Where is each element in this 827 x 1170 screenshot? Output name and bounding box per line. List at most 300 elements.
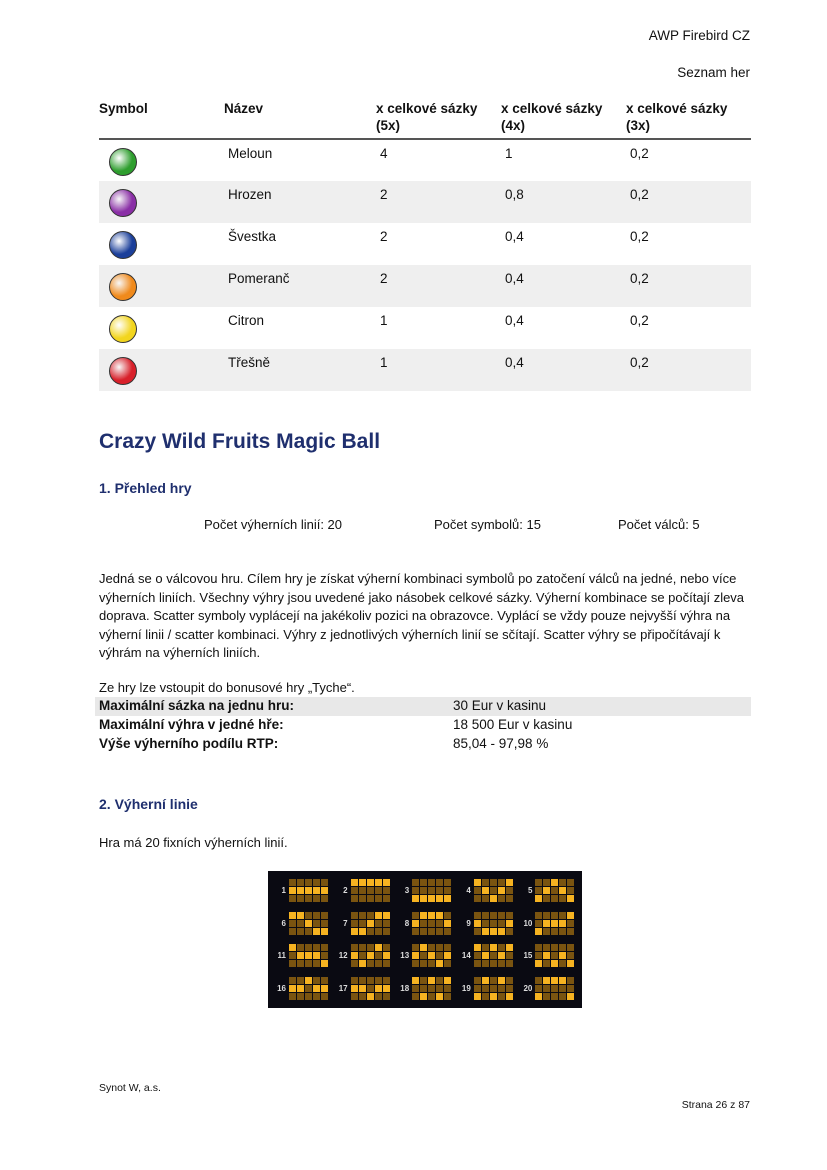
payline-cell xyxy=(321,920,328,927)
payline xyxy=(517,972,579,1005)
payout-5x: 2 xyxy=(376,265,501,307)
payline-cell xyxy=(543,928,550,935)
payline-cell xyxy=(321,985,328,992)
payline-cell xyxy=(351,977,358,984)
payout-5x: 2 xyxy=(380,229,388,244)
payline-grid xyxy=(474,944,513,967)
payline-cell xyxy=(289,895,296,902)
payline-cell xyxy=(289,912,296,919)
payline-cell xyxy=(428,952,435,959)
payline-cell xyxy=(412,887,419,894)
payline-cell xyxy=(428,928,435,935)
payline-cell xyxy=(498,895,505,902)
payline-cell xyxy=(498,977,505,984)
payline-cell xyxy=(498,985,505,992)
orange-icon xyxy=(109,273,137,301)
payline-number: 7 xyxy=(343,918,348,928)
paylines-text: Hra má 20 fixních výherních linií. xyxy=(99,835,288,850)
table-row xyxy=(99,307,751,349)
payline-cell xyxy=(498,887,505,894)
kv-max-win xyxy=(95,716,751,735)
payline-cell xyxy=(559,960,566,967)
payline-cell xyxy=(383,952,390,959)
payline-cell xyxy=(420,887,427,894)
doc-title: AWP Firebird CZ xyxy=(648,28,750,43)
payline-cell xyxy=(359,928,366,935)
payline-cell xyxy=(482,952,489,959)
kv-max-bet xyxy=(95,697,751,716)
payline-grid xyxy=(351,879,390,902)
payline-cell xyxy=(313,977,320,984)
payline-cell xyxy=(321,895,328,902)
payline-cell xyxy=(305,928,312,935)
payline-cell xyxy=(436,944,443,951)
payline-cell xyxy=(412,912,419,919)
payline-cell xyxy=(375,920,382,927)
payline-cell xyxy=(428,993,435,1000)
payout-3x: 0,2 xyxy=(626,265,751,307)
payline-cell xyxy=(383,920,390,927)
payline-cell xyxy=(420,912,427,919)
payline-cell xyxy=(297,928,304,935)
payline-cell xyxy=(375,952,382,959)
payline-cell xyxy=(351,985,358,992)
payline-cell xyxy=(420,928,427,935)
payline-cell xyxy=(297,887,304,894)
payline-cell xyxy=(490,928,497,935)
payline-grid xyxy=(351,912,390,935)
kv-value: 85,04 - 97,98 % xyxy=(453,736,549,751)
payline-cell xyxy=(444,912,451,919)
payline-cell xyxy=(551,952,558,959)
payline-cell xyxy=(420,985,427,992)
payline-grid xyxy=(535,879,574,902)
payline-cell xyxy=(383,985,390,992)
payline-number: 14 xyxy=(461,951,471,961)
payline-cell xyxy=(506,944,513,951)
payline-cell xyxy=(359,944,366,951)
plum-icon xyxy=(109,231,137,259)
payout-4x: 0,4 xyxy=(505,229,524,244)
payline-cell xyxy=(474,993,481,1000)
payline-cell xyxy=(367,985,374,992)
payline-cell xyxy=(567,928,574,935)
paylines-image xyxy=(268,871,582,1008)
payline-cell xyxy=(551,895,558,902)
payline-cell xyxy=(551,993,558,1000)
payline xyxy=(271,874,333,907)
payline-cell xyxy=(289,952,296,959)
payline-cell xyxy=(375,912,382,919)
payline-cell xyxy=(305,952,312,959)
payline-cell xyxy=(559,985,566,992)
payline-cell xyxy=(289,985,296,992)
payline-cell xyxy=(305,895,312,902)
payline-grid xyxy=(289,977,328,1000)
payline-cell xyxy=(506,887,513,894)
payline-cell xyxy=(474,977,481,984)
payline xyxy=(394,972,456,1005)
payline-cell xyxy=(490,912,497,919)
payline-cell xyxy=(313,920,320,927)
payline-grid xyxy=(412,879,451,902)
payline-cell xyxy=(428,944,435,951)
payline-cell xyxy=(482,993,489,1000)
payline-cell xyxy=(535,928,542,935)
payline-cell xyxy=(490,985,497,992)
payline-cell xyxy=(444,928,451,935)
payline-cell xyxy=(297,952,304,959)
payline-cell xyxy=(351,920,358,927)
payline-cell xyxy=(567,952,574,959)
payline-cell xyxy=(535,960,542,967)
payline-cell xyxy=(351,895,358,902)
payline-cell xyxy=(321,887,328,894)
payline-cell xyxy=(367,920,374,927)
payline-number: 1 xyxy=(281,885,286,895)
payline-cell xyxy=(474,960,481,967)
payline-cell xyxy=(367,993,374,1000)
payline-cell xyxy=(498,960,505,967)
payline-grid xyxy=(289,879,328,902)
payline-cell xyxy=(412,977,419,984)
payline-cell xyxy=(375,887,382,894)
payline-cell xyxy=(543,944,550,951)
payline-cell xyxy=(567,985,574,992)
payout-4x: 0,4 xyxy=(505,313,524,328)
payline-cell xyxy=(444,895,451,902)
payline-cell xyxy=(543,879,550,886)
payline-cell xyxy=(351,944,358,951)
col-header: Symbol xyxy=(99,100,224,139)
payline-cell xyxy=(559,944,566,951)
payline-cell xyxy=(436,977,443,984)
payline-cell xyxy=(367,887,374,894)
payline-cell xyxy=(313,993,320,1000)
payline-cell xyxy=(359,895,366,902)
payline-cell xyxy=(321,944,328,951)
payline-cell xyxy=(551,912,558,919)
payline-cell xyxy=(482,920,489,927)
lemon-icon xyxy=(109,315,137,343)
kv-key: Maximální sázka na jednu hru: xyxy=(99,698,295,713)
payline-cell xyxy=(420,993,427,1000)
col-header: x celkové sázky (5x) xyxy=(376,100,501,139)
payline-cell xyxy=(543,895,550,902)
payout-4x: 0,4 xyxy=(501,265,626,307)
payline-cell xyxy=(490,920,497,927)
payline-cell xyxy=(551,887,558,894)
payline-grid xyxy=(412,977,451,1000)
payline-cell xyxy=(567,977,574,984)
payline-cell xyxy=(383,977,390,984)
payline-cell xyxy=(359,960,366,967)
payline-cell xyxy=(506,895,513,902)
payline xyxy=(456,907,518,940)
payline-cell xyxy=(543,993,550,1000)
payline-cell xyxy=(428,920,435,927)
payline-grid xyxy=(412,944,451,967)
payline-cell xyxy=(543,912,550,919)
payline-cell xyxy=(444,977,451,984)
payline-cell xyxy=(436,887,443,894)
payout-5x: 1 xyxy=(380,313,388,328)
payline xyxy=(517,874,579,907)
symbol-name: Třešně xyxy=(224,349,376,391)
payline-cell xyxy=(498,993,505,1000)
payline-cell xyxy=(351,952,358,959)
payline-number: 15 xyxy=(523,951,533,961)
payline-cell xyxy=(412,920,419,927)
payline-cell xyxy=(297,895,304,902)
payline-cell xyxy=(490,895,497,902)
table-row xyxy=(99,349,751,391)
payline-cell xyxy=(567,960,574,967)
cherry-icon xyxy=(109,357,137,385)
payline-cell xyxy=(351,912,358,919)
payline-cell xyxy=(506,920,513,927)
kv-value: 18 500 Eur v kasinu xyxy=(453,717,573,732)
payline-cell xyxy=(359,993,366,1000)
payline xyxy=(271,907,333,940)
payline-cell xyxy=(506,879,513,886)
payline-cell xyxy=(559,887,566,894)
payline-cell xyxy=(482,912,489,919)
payline-cell xyxy=(482,895,489,902)
footer-company: Synot W, a.s. xyxy=(99,1082,161,1094)
payline-cell xyxy=(559,928,566,935)
payline-cell xyxy=(436,985,443,992)
payline-number: 11 xyxy=(277,951,286,961)
payline-cell xyxy=(383,895,390,902)
payline-cell xyxy=(474,887,481,894)
payline-grid xyxy=(351,944,390,967)
payline-cell xyxy=(305,920,312,927)
section-title: Seznam her xyxy=(677,65,750,80)
payline-cell xyxy=(321,879,328,886)
payline-cell xyxy=(297,912,304,919)
payline-cell xyxy=(551,960,558,967)
payline-cell xyxy=(535,912,542,919)
payline-cell xyxy=(498,928,505,935)
payline-cell xyxy=(297,960,304,967)
payline-cell xyxy=(321,952,328,959)
payline-cell xyxy=(428,887,435,894)
symbol-name: Pomeranč xyxy=(224,265,376,307)
payline-cell xyxy=(375,977,382,984)
col-header: Název xyxy=(224,100,376,139)
payline-cell xyxy=(297,993,304,1000)
payline xyxy=(456,874,518,907)
bonus-text: Ze hry lze vstoupit do bonusové hry „Tyche“. xyxy=(99,680,355,695)
payout-4x: 0,8 xyxy=(501,181,626,223)
payline-cell xyxy=(289,928,296,935)
payline-cell xyxy=(367,895,374,902)
payout-3x: 0,2 xyxy=(630,229,649,244)
payline-cell xyxy=(474,895,481,902)
payline-cell xyxy=(436,895,443,902)
payline-cell xyxy=(383,993,390,1000)
payline-cell xyxy=(436,920,443,927)
payline-grid xyxy=(474,912,513,935)
payline-cell xyxy=(567,993,574,1000)
payline-cell xyxy=(567,920,574,927)
payline-cell xyxy=(551,920,558,927)
payline-cell xyxy=(383,944,390,951)
payline xyxy=(456,972,518,1005)
payline-cell xyxy=(305,985,312,992)
payline-cell xyxy=(535,944,542,951)
payline-cell xyxy=(367,879,374,886)
payline-cell xyxy=(359,985,366,992)
payline-cell xyxy=(412,928,419,935)
table-row xyxy=(99,265,751,307)
payline-cell xyxy=(412,879,419,886)
payline-cell xyxy=(567,944,574,951)
payline-cell xyxy=(506,985,513,992)
payline-cell xyxy=(367,912,374,919)
payline-cell xyxy=(482,928,489,935)
payline-cell xyxy=(444,952,451,959)
payline-number: 16 xyxy=(277,984,286,994)
payline-cell xyxy=(412,895,419,902)
payline xyxy=(271,972,333,1005)
payline-cell xyxy=(490,879,497,886)
payline-cell xyxy=(289,879,296,886)
symbol-name: Hrozen xyxy=(224,181,376,223)
kv-key: Maximální výhra v jedné hře: xyxy=(99,717,284,732)
payline-cell xyxy=(506,960,513,967)
payline-cell xyxy=(490,952,497,959)
game-title: Crazy Wild Fruits Magic Ball xyxy=(99,430,381,453)
payline-cell xyxy=(420,960,427,967)
payline-cell xyxy=(297,944,304,951)
payline-cell xyxy=(412,960,419,967)
payline-cell xyxy=(313,912,320,919)
payline-cell xyxy=(305,912,312,919)
payline-cell xyxy=(543,960,550,967)
payline-cell xyxy=(535,895,542,902)
payline-cell xyxy=(420,952,427,959)
payline-cell xyxy=(305,977,312,984)
payline-cell xyxy=(297,879,304,886)
payline-cell xyxy=(351,879,358,886)
payline-cell xyxy=(289,993,296,1000)
payline-cell xyxy=(305,879,312,886)
payline-cell xyxy=(367,952,374,959)
symbol-name: Švestka xyxy=(228,229,277,244)
payline-cell xyxy=(490,887,497,894)
section-heading-paylines: 2. Výherní linie xyxy=(99,796,198,812)
payline-cell xyxy=(543,887,550,894)
payline-cell xyxy=(474,928,481,935)
payline-cell xyxy=(474,879,481,886)
kv-key: Výše výherního podílu RTP: xyxy=(99,736,279,751)
payline-cell xyxy=(559,993,566,1000)
payline-cell xyxy=(506,912,513,919)
payline-cell xyxy=(498,920,505,927)
payline-cell xyxy=(359,920,366,927)
payline-cell xyxy=(321,960,328,967)
payout-3x: 0,2 xyxy=(630,313,649,328)
payline-cell xyxy=(367,960,374,967)
payline-cell xyxy=(297,920,304,927)
payline-cell xyxy=(305,887,312,894)
payline-cell xyxy=(420,879,427,886)
payline-cell xyxy=(506,993,513,1000)
payline xyxy=(333,940,395,973)
payline-cell xyxy=(375,985,382,992)
payline-cell xyxy=(351,887,358,894)
payline-cell xyxy=(559,977,566,984)
payline xyxy=(517,907,579,940)
payline-cell xyxy=(321,977,328,984)
payline-cell xyxy=(436,912,443,919)
payline-cell xyxy=(351,960,358,967)
payline-number: 10 xyxy=(523,918,533,928)
payline-cell xyxy=(444,920,451,927)
payline-cell xyxy=(420,944,427,951)
payline-cell xyxy=(313,985,320,992)
payline-number: 19 xyxy=(461,984,471,994)
payline xyxy=(394,907,456,940)
payline-cell xyxy=(420,920,427,927)
payline-cell xyxy=(436,928,443,935)
payline-cell xyxy=(535,879,542,886)
col-header: x celkové sázky (4x) xyxy=(501,100,626,139)
stat-reels: Počet válců: 5 xyxy=(618,517,700,532)
payline-cell xyxy=(482,977,489,984)
watermelon-icon xyxy=(109,148,137,176)
payline-cell xyxy=(383,879,390,886)
payline-cell xyxy=(367,977,374,984)
payline-cell xyxy=(482,887,489,894)
table-row xyxy=(99,223,751,265)
payline-cell xyxy=(420,895,427,902)
payline-cell xyxy=(313,944,320,951)
payline-grid xyxy=(289,944,328,967)
payline-grid xyxy=(474,977,513,1000)
payline-cell xyxy=(305,993,312,1000)
payout-3x: 0,2 xyxy=(626,181,751,223)
payline-cell xyxy=(313,879,320,886)
payline-cell xyxy=(375,928,382,935)
grapes-icon xyxy=(109,189,137,217)
payline-cell xyxy=(428,879,435,886)
payline-cell xyxy=(436,960,443,967)
payline-cell xyxy=(289,887,296,894)
payline-cell xyxy=(313,952,320,959)
payline-grid xyxy=(535,944,574,967)
payline-number: 12 xyxy=(338,951,348,961)
payline-cell xyxy=(543,985,550,992)
payline-cell xyxy=(474,912,481,919)
payline-cell xyxy=(543,977,550,984)
payline-number: 13 xyxy=(400,951,410,961)
payline-cell xyxy=(428,912,435,919)
payline-cell xyxy=(297,985,304,992)
payline xyxy=(394,874,456,907)
payline-cell xyxy=(543,952,550,959)
payline xyxy=(271,940,333,973)
payline-cell xyxy=(490,977,497,984)
payline-cell xyxy=(498,912,505,919)
payline-grid xyxy=(535,977,574,1000)
payline-cell xyxy=(375,879,382,886)
payline-cell xyxy=(359,912,366,919)
payline-cell xyxy=(313,887,320,894)
payline-cell xyxy=(375,993,382,1000)
